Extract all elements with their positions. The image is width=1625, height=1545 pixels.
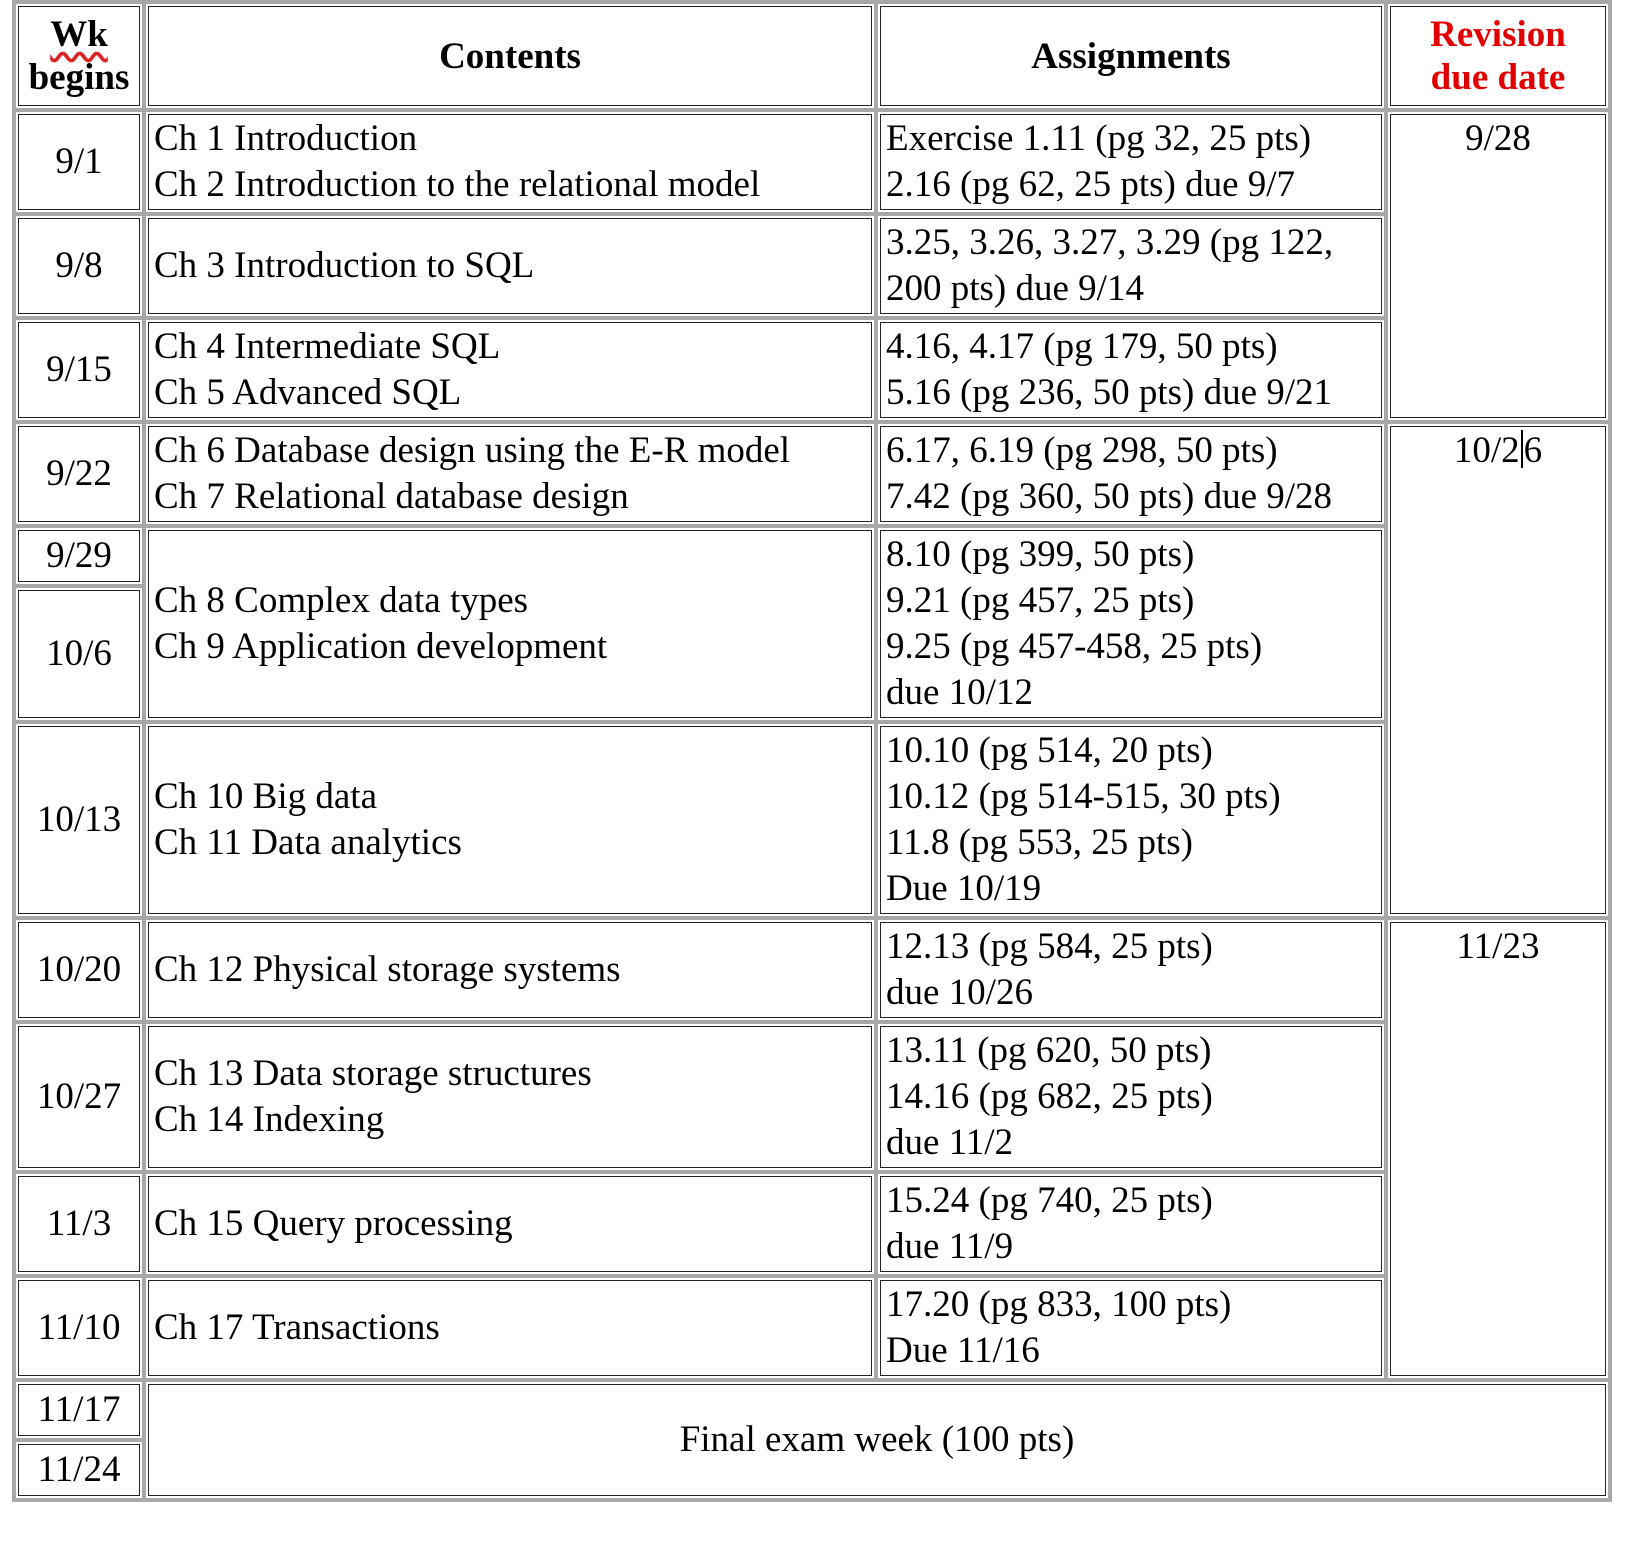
assignment-line: 7.42 (pg 360, 50 pts) due 9/28 <box>886 476 1333 517</box>
contents-line: Ch 17 Transactions <box>154 1307 440 1348</box>
assignments-cell[interactable] <box>876 1172 1386 1276</box>
assignment-line: 2.16 (pg 62, 25 pts) due 9/7 <box>886 164 1296 205</box>
revision-date: 11/23 <box>1456 926 1540 967</box>
week-cell[interactable]: 9/1 <box>14 110 144 214</box>
header-due-date-label: due date <box>1430 57 1566 98</box>
assignments-cell[interactable] <box>876 214 1386 318</box>
assignment-line: due 10/26 <box>886 972 1033 1013</box>
assignment-line: 4.16, 4.17 (pg 179, 50 pts) <box>886 326 1278 367</box>
assignment-line: due 11/2 <box>886 1122 1014 1163</box>
assignment-line: 3.25, 3.26, 3.27, 3.29 (pg 122, <box>886 222 1334 263</box>
contents-cell[interactable] <box>144 1022 876 1172</box>
assignments-cell[interactable] <box>876 918 1386 1022</box>
revision-date: 9/28 <box>1465 118 1531 159</box>
table-row <box>14 1022 1610 1172</box>
contents-line: Ch 4 Intermediate SQL <box>154 326 501 367</box>
header-row <box>14 2 1610 110</box>
revision-date: 10/2 <box>1453 430 1520 471</box>
contents-line: Ch 11 Data analytics <box>154 822 462 863</box>
assignments-cell[interactable] <box>876 422 1386 526</box>
week-cell[interactable]: 11/17 <box>14 1380 144 1440</box>
header-assignments[interactable] <box>876 2 1386 110</box>
header-wk-label: Wk <box>50 14 108 55</box>
contents-cell[interactable] <box>144 110 876 214</box>
assignments-cell[interactable] <box>876 1276 1386 1380</box>
week-cell[interactable]: 10/6 <box>14 586 144 722</box>
contents-cell[interactable] <box>144 318 876 422</box>
assignment-line: 13.11 (pg 620, 50 pts) <box>886 1030 1212 1071</box>
table-row <box>14 1380 1610 1440</box>
contents-line: Ch 1 Introduction <box>154 118 418 159</box>
assignments-cell[interactable] <box>876 722 1386 918</box>
week-cell[interactable]: 9/15 <box>14 318 144 422</box>
contents-cell[interactable] <box>144 422 876 526</box>
table-row <box>14 422 1610 526</box>
course-schedule-table <box>12 0 1612 1502</box>
assignment-line: 10.10 (pg 514, 20 pts) <box>886 730 1213 771</box>
contents-cell[interactable] <box>144 214 876 318</box>
assignment-line: 200 pts) due 9/14 <box>886 268 1144 309</box>
contents-line: Ch 10 Big data <box>154 776 378 817</box>
header-assignments-label: Assignments <box>1031 35 1231 77</box>
contents-line: Ch 5 Advanced SQL <box>154 372 462 413</box>
contents-cell[interactable] <box>144 526 876 722</box>
week-cell[interactable]: 9/22 <box>14 422 144 526</box>
schedule-table-wrapper <box>12 0 1608 1530</box>
contents-line: Ch 8 Complex data types <box>154 580 529 621</box>
revision-due-cell[interactable] <box>1386 918 1610 1380</box>
assignment-line: 5.16 (pg 236, 50 pts) due 9/21 <box>886 372 1333 413</box>
header-week-begins[interactable] <box>14 2 144 110</box>
assignment-line: 9.21 (pg 457, 25 pts) <box>886 580 1195 621</box>
table-row <box>14 722 1610 918</box>
contents-cell[interactable] <box>144 722 876 918</box>
header-contents[interactable] <box>144 2 876 110</box>
table-row <box>14 318 1610 422</box>
contents-line: Ch 13 Data storage structures <box>154 1053 592 1094</box>
contents-line: Ch 2 Introduction to the relational model <box>154 164 761 205</box>
assignment-line: 8.10 (pg 399, 50 pts) <box>886 534 1195 575</box>
assignment-line: due 10/12 <box>886 672 1033 713</box>
header-revision-due-date[interactable] <box>1386 2 1610 110</box>
contents-line: Ch 14 Indexing <box>154 1099 385 1140</box>
assignments-cell[interactable] <box>876 318 1386 422</box>
assignments-cell[interactable] <box>876 110 1386 214</box>
assignment-line: due 11/9 <box>886 1226 1014 1267</box>
week-cell[interactable]: 11/3 <box>14 1172 144 1276</box>
week-cell[interactable]: 11/24 <box>14 1440 144 1500</box>
assignment-line: Due 10/19 <box>886 868 1042 909</box>
assignment-line: 14.16 (pg 682, 25 pts) <box>886 1076 1213 1117</box>
assignment-line: 10.12 (pg 514-515, 30 pts) <box>886 776 1281 817</box>
final-exam-label: Final exam week (100 pts) <box>679 1419 1075 1460</box>
assignments-cell[interactable] <box>876 526 1386 722</box>
table-row <box>14 918 1610 1022</box>
revision-due-cell[interactable] <box>1386 110 1610 422</box>
table-row <box>14 110 1610 214</box>
contents-line: Ch 7 Relational database design <box>154 476 629 517</box>
contents-line: Ch 3 Introduction to SQL <box>154 245 535 286</box>
contents-line: Ch 6 Database design using the E-R model <box>154 430 791 471</box>
table-row <box>14 1276 1610 1380</box>
contents-line: Ch 9 Application development <box>154 626 608 667</box>
table-row <box>14 1172 1610 1276</box>
week-cell[interactable]: 11/10 <box>14 1276 144 1380</box>
text-cursor-icon <box>1521 430 1523 468</box>
revision-date-tail: 6 <box>1523 430 1543 471</box>
assignment-line: 17.20 (pg 833, 100 pts) <box>886 1284 1232 1325</box>
header-revision-label: Revision <box>1430 14 1566 55</box>
table-row <box>14 214 1610 318</box>
contents-line: Ch 15 Query processing <box>154 1203 513 1244</box>
week-cell[interactable]: 10/20 <box>14 918 144 1022</box>
contents-cell[interactable] <box>144 1172 876 1276</box>
table-row <box>14 526 1610 586</box>
assignment-line: 15.24 (pg 740, 25 pts) <box>886 1180 1213 1221</box>
week-cell[interactable]: 10/27 <box>14 1022 144 1172</box>
assignment-line: Exercise 1.11 (pg 32, 25 pts) <box>886 118 1312 159</box>
contents-line: Ch 12 Physical storage systems <box>154 949 621 990</box>
assignment-line: 12.13 (pg 584, 25 pts) <box>886 926 1213 967</box>
week-cell[interactable]: 9/29 <box>14 526 144 586</box>
final-exam-cell[interactable] <box>144 1380 1610 1500</box>
assignment-line: Due 11/16 <box>886 1330 1040 1371</box>
week-cell[interactable]: 10/13 <box>14 722 144 918</box>
header-contents-label: Contents <box>439 35 581 77</box>
week-cell[interactable]: 9/8 <box>14 214 144 318</box>
assignment-line: 11.8 (pg 553, 25 pts) <box>886 822 1193 863</box>
header-begins-label: begins <box>28 57 130 98</box>
assignment-line: 9.25 (pg 457-458, 25 pts) <box>886 626 1263 667</box>
assignment-line: 6.17, 6.19 (pg 298, 50 pts) <box>886 430 1278 471</box>
assignments-cell[interactable] <box>876 1022 1386 1172</box>
contents-cell[interactable] <box>144 1276 876 1380</box>
contents-cell[interactable] <box>144 918 876 1022</box>
revision-due-cell[interactable] <box>1386 422 1610 918</box>
